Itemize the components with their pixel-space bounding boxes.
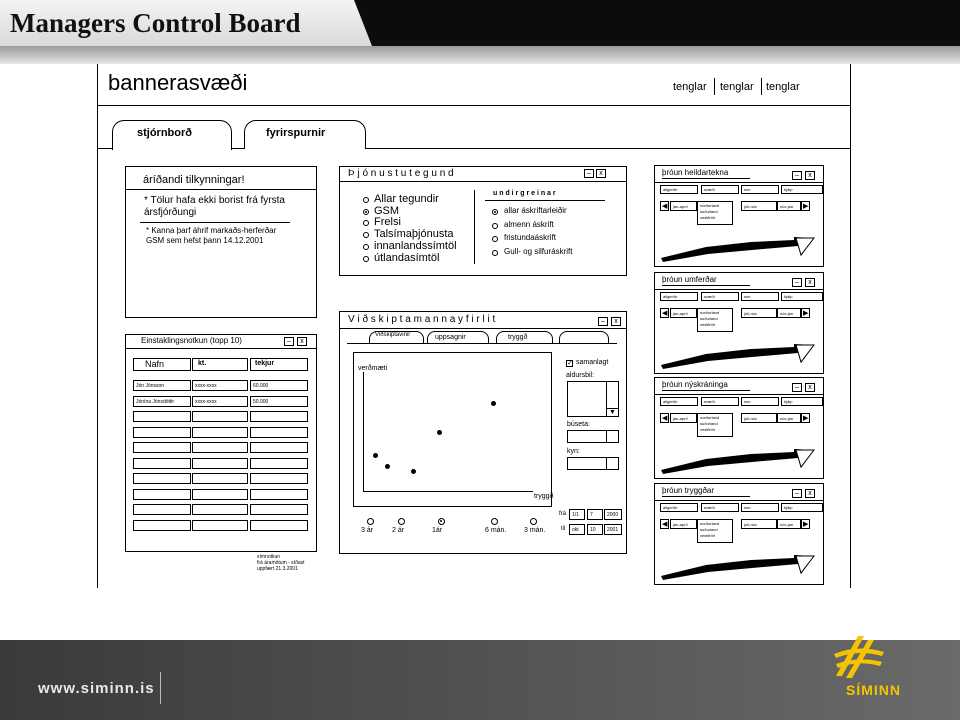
- tab-empty[interactable]: [559, 331, 609, 344]
- tab-label: uppsagnir: [435, 334, 466, 341]
- close-button[interactable]: x: [596, 169, 606, 178]
- notices-title: áríðandi tilkynningar!: [143, 174, 245, 186]
- banner-label: bannerasvæði: [108, 70, 248, 95]
- table-cell[interactable]: [133, 520, 191, 531]
- table-cell[interactable]: xxxx-xxxx: [192, 380, 248, 391]
- period-radio[interactable]: [367, 518, 374, 525]
- table-cell[interactable]: 50.000: [250, 396, 308, 407]
- service-type-label: innanlandssímtöl: [374, 240, 457, 252]
- trend-col[interactable]: hjálp: [781, 292, 823, 301]
- subcategory-radio[interactable]: [492, 223, 498, 229]
- title-underline: [662, 178, 750, 179]
- title-underline: [662, 496, 750, 497]
- chevron-left-icon[interactable]: ◀: [662, 415, 668, 422]
- buseta-select[interactable]: [567, 430, 619, 443]
- close-button[interactable]: x: [611, 317, 621, 326]
- subcategory-radio[interactable]: [492, 250, 498, 256]
- fra-label: frá: [559, 511, 567, 517]
- title-underline: [662, 390, 750, 391]
- to-month[interactable]: 10: [587, 524, 603, 535]
- period-label: 3 ár: [361, 527, 374, 534]
- trend-arrow-icon: [656, 329, 822, 369]
- service-type-radio[interactable]: [363, 256, 369, 262]
- region-list[interactable]: norðurland suðurland vestfirðir: [697, 519, 733, 543]
- select-divider: [606, 430, 607, 443]
- siminn-logo-text: SÍMINN: [846, 682, 901, 698]
- chevron-right-icon[interactable]: ▶: [803, 310, 809, 317]
- minimize-button[interactable]: –: [792, 383, 802, 392]
- period-radio[interactable]: [438, 518, 445, 525]
- scatter-plot: [353, 352, 552, 507]
- banner-link-2[interactable]: tenglar: [720, 81, 754, 93]
- select-divider: [606, 457, 607, 470]
- data-point: [373, 453, 378, 458]
- minimize-button[interactable]: –: [792, 489, 802, 498]
- data-point: [411, 469, 416, 474]
- service-type-label: útlandasímtöl: [374, 252, 440, 264]
- data-point: [385, 464, 390, 469]
- close-button[interactable]: x: [297, 337, 307, 346]
- trend-col[interactable]: allgerðir: [660, 292, 698, 301]
- region-list[interactable]: norðurland suðurland vestfirðir: [697, 413, 733, 437]
- notices-header-line: [125, 189, 317, 190]
- subcategory-label: Gull- og silfuráskrift: [504, 247, 573, 256]
- footnote-line: frá áramótum - síðast: [257, 560, 305, 566]
- period-from[interactable]: jan-apríl: [670, 308, 697, 318]
- samanlagt-label: samanlagt: [576, 359, 609, 366]
- table-cell[interactable]: [133, 458, 191, 469]
- samanlagt-checkbox[interactable]: ✓: [567, 360, 573, 367]
- link-separator: [714, 78, 715, 95]
- period-to[interactable]: nóv-jan: [777, 519, 801, 529]
- service-header-line: [339, 181, 627, 182]
- close-button[interactable]: x: [805, 489, 815, 498]
- buseta-label: búseta:: [567, 421, 590, 428]
- subcategory-radio[interactable]: [492, 236, 498, 242]
- from-year[interactable]: 2000: [604, 509, 622, 520]
- service-type-radio[interactable]: [363, 197, 369, 203]
- period-to[interactable]: nóv-jan: [777, 201, 801, 211]
- trend-title: þróun nýskráninga: [662, 380, 728, 389]
- trend-col[interactable]: svæði: [701, 185, 739, 194]
- period-mid[interactable]: júlí-nóv: [741, 413, 777, 423]
- trend-col[interactable]: hjálp: [781, 397, 823, 406]
- table-cell[interactable]: [133, 411, 191, 422]
- frame-left-border: [97, 64, 98, 588]
- sub-header-line: [485, 200, 605, 201]
- chevron-down-icon[interactable]: ▼: [606, 408, 619, 417]
- minimize-button[interactable]: –: [792, 171, 802, 180]
- col-header-tekjur: tekjur: [255, 360, 275, 367]
- x-axis-label: tryggð: [534, 493, 554, 500]
- period-label: 1ár: [432, 527, 443, 534]
- frame-right-border: [850, 64, 851, 588]
- chevron-left-icon[interactable]: ◀: [662, 521, 668, 528]
- trend-col[interactable]: allgerðir: [660, 185, 698, 194]
- trend-col[interactable]: hjálp: [781, 185, 823, 194]
- period-radio[interactable]: [398, 518, 405, 525]
- tab-label: tryggð: [508, 334, 528, 341]
- close-button[interactable]: x: [805, 278, 815, 287]
- col-header-name: Nafn: [145, 359, 165, 369]
- table-cell[interactable]: [250, 442, 308, 453]
- table-cell[interactable]: 60.000: [250, 380, 308, 391]
- tab-label: stjórnborð: [137, 127, 192, 139]
- trend-header-line: [654, 500, 824, 501]
- trend-title: þróun heildartekna: [662, 168, 729, 177]
- subcategory-radio[interactable]: [492, 209, 498, 215]
- trend-col[interactable]: svæði: [701, 292, 739, 301]
- table-cell[interactable]: [192, 411, 248, 422]
- subcategories-title: u n d i r g r e i n a r: [493, 190, 556, 197]
- trend-title: þróun tryggðar: [662, 486, 715, 495]
- period-from[interactable]: jan-apríl: [670, 519, 697, 529]
- period-label: 6 mán.: [485, 527, 507, 534]
- usage-footnote: [257, 554, 305, 572]
- minimize-button[interactable]: –: [584, 169, 594, 178]
- title-underline: [662, 285, 750, 286]
- from-month[interactable]: 7: [587, 509, 603, 520]
- table-cell[interactable]: Jón Jónsson: [133, 380, 191, 391]
- trend-col[interactable]: sím: [741, 292, 779, 301]
- trend-col[interactable]: allgerðir: [660, 503, 698, 512]
- table-cell[interactable]: [250, 504, 308, 515]
- period-radio[interactable]: [530, 518, 537, 525]
- period-mid[interactable]: júlí-nóv: [741, 519, 777, 529]
- table-cell[interactable]: [133, 489, 191, 500]
- table-cell[interactable]: [133, 473, 191, 484]
- tab-label: fyrirspurnir: [266, 127, 326, 139]
- table-cell[interactable]: [192, 458, 248, 469]
- table-cell[interactable]: [133, 442, 191, 453]
- period-radio[interactable]: [491, 518, 498, 525]
- data-point: [437, 430, 442, 435]
- region-list[interactable]: norðurland suðurland vestfirðir: [697, 308, 733, 332]
- to-year[interactable]: 2001: [604, 524, 622, 535]
- period-mid[interactable]: júlí-nóv: [741, 308, 777, 318]
- table-cell[interactable]: [192, 489, 248, 500]
- minimize-button[interactable]: –: [792, 278, 802, 287]
- to-day[interactable]: okt: [569, 524, 585, 535]
- banner-link-3[interactable]: tenglar: [766, 81, 800, 93]
- y-axis-label: verðmæti: [358, 365, 388, 372]
- trend-arrow-icon: [656, 222, 822, 262]
- chevron-right-icon[interactable]: ▶: [803, 203, 809, 210]
- region-list[interactable]: norðurland suðurland vestfirðir: [697, 201, 733, 225]
- service-type-label: Frelsi: [374, 216, 401, 228]
- usage-title: Einstaklingsnotkun (topp 10): [141, 336, 242, 345]
- trend-arrow-icon: [656, 540, 822, 580]
- subcategory-label: fristundaáskrift: [504, 233, 557, 242]
- service-type-radio[interactable]: [363, 244, 369, 250]
- notice-divider: [140, 222, 290, 223]
- trend-arrow-icon: [656, 434, 822, 474]
- footnote-line: símnotkun: [257, 554, 281, 560]
- table-cell[interactable]: [192, 427, 248, 438]
- service-type-label: Talsímaþjónusta: [374, 228, 454, 240]
- table-cell[interactable]: [250, 520, 308, 531]
- header-gradient-band: [0, 46, 960, 64]
- trend-col[interactable]: svæði: [701, 503, 739, 512]
- period-mid[interactable]: júlí-nóv: [741, 201, 777, 211]
- trend-col[interactable]: sím: [741, 397, 779, 406]
- close-button[interactable]: x: [805, 383, 815, 392]
- table-cell[interactable]: [192, 504, 248, 515]
- trend-col[interactable]: sím: [741, 185, 779, 194]
- y-axis: [363, 372, 364, 492]
- service-title: Þ j ó n u s t u t e g u n d: [348, 168, 454, 179]
- chevron-left-icon[interactable]: ◀: [662, 203, 668, 210]
- service-type-radio[interactable]: [363, 220, 369, 226]
- table-cell[interactable]: [192, 473, 248, 484]
- chevron-right-icon[interactable]: ▶: [803, 415, 809, 422]
- til-label: til: [561, 526, 566, 532]
- close-button[interactable]: x: [805, 171, 815, 180]
- table-cell[interactable]: [250, 458, 308, 469]
- siminn-logo-icon: [828, 630, 888, 682]
- trend-col[interactable]: svæði: [701, 397, 739, 406]
- trend-title: þróun umferðar: [662, 275, 717, 284]
- period-from[interactable]: jan-apríl: [670, 201, 697, 211]
- overview-header-line: [339, 328, 627, 329]
- x-axis: [363, 491, 533, 492]
- table-cell[interactable]: [250, 473, 308, 484]
- notice-item-2: * Kanna þarf áhrif markaðs-herferðar GSM sem hefst þann 14.12.2001: [146, 226, 277, 245]
- slide-title: Managers Control Board: [10, 8, 301, 38]
- trend-col[interactable]: allgerðir: [660, 397, 698, 406]
- subcategory-label: allar áskriftarleiðir: [504, 206, 567, 215]
- trend-col[interactable]: hjálp: [781, 503, 823, 512]
- link-separator: [761, 78, 762, 95]
- period-to[interactable]: nóv-jan: [777, 413, 801, 423]
- chevron-right-icon[interactable]: ▶: [803, 521, 809, 528]
- service-type-radio[interactable]: [363, 209, 369, 215]
- period-from[interactable]: jan-apríl: [670, 413, 697, 423]
- footnote-line: uppfært 21.3.2001: [257, 566, 298, 572]
- col-header-kt: kt.: [198, 360, 207, 367]
- service-type-radio[interactable]: [363, 232, 369, 238]
- footer-divider: [160, 672, 161, 704]
- kyn-select[interactable]: [567, 457, 619, 470]
- service-divider: [474, 190, 475, 264]
- period-to[interactable]: nóv-jan: [777, 308, 801, 318]
- banner-link-1[interactable]: tenglar: [673, 81, 707, 93]
- table-cell[interactable]: [133, 427, 191, 438]
- from-day[interactable]: 1/1: [569, 509, 585, 520]
- table-cell[interactable]: Jónína Jónsdóttir: [133, 396, 191, 407]
- period-label: 2 ár: [392, 527, 405, 534]
- trend-header-line: [654, 182, 824, 183]
- usage-header-line: [125, 348, 317, 349]
- table-cell[interactable]: [133, 504, 191, 515]
- aldursbil-label: aldursbil:: [566, 372, 595, 379]
- period-label: 3 mán.: [524, 527, 546, 534]
- service-type-label: GSM: [374, 205, 400, 217]
- table-cell[interactable]: [250, 489, 308, 500]
- overview-title: V i ð s k i p t a m a n n a y f i r l i t: [348, 314, 496, 325]
- table-cell[interactable]: [250, 427, 308, 438]
- trend-header-line: [654, 289, 824, 290]
- table-cell[interactable]: [250, 411, 308, 422]
- kyn-label: kyn:: [567, 448, 580, 455]
- trend-col[interactable]: sím: [741, 503, 779, 512]
- minimize-button[interactable]: –: [598, 317, 608, 326]
- minimize-button[interactable]: –: [284, 337, 294, 346]
- tab-label: Viðskiptavinir: [375, 332, 411, 338]
- notice-item-1: * Tölur hafa ekki borist frá fyrsta ársfjórðungi: [144, 195, 285, 218]
- banner-divider: [97, 105, 851, 106]
- table-cell[interactable]: xxxx-xxxx: [192, 396, 248, 407]
- subcategory-label: almenn áskrift: [504, 220, 554, 229]
- table-cell[interactable]: [192, 520, 248, 531]
- data-point: [491, 401, 496, 406]
- service-type-label: Allar tegundir: [374, 193, 439, 205]
- table-cell[interactable]: [192, 442, 248, 453]
- chevron-left-icon[interactable]: ◀: [662, 310, 668, 317]
- footer-url[interactable]: www.siminn.is: [38, 680, 155, 697]
- trend-header-line: [654, 394, 824, 395]
